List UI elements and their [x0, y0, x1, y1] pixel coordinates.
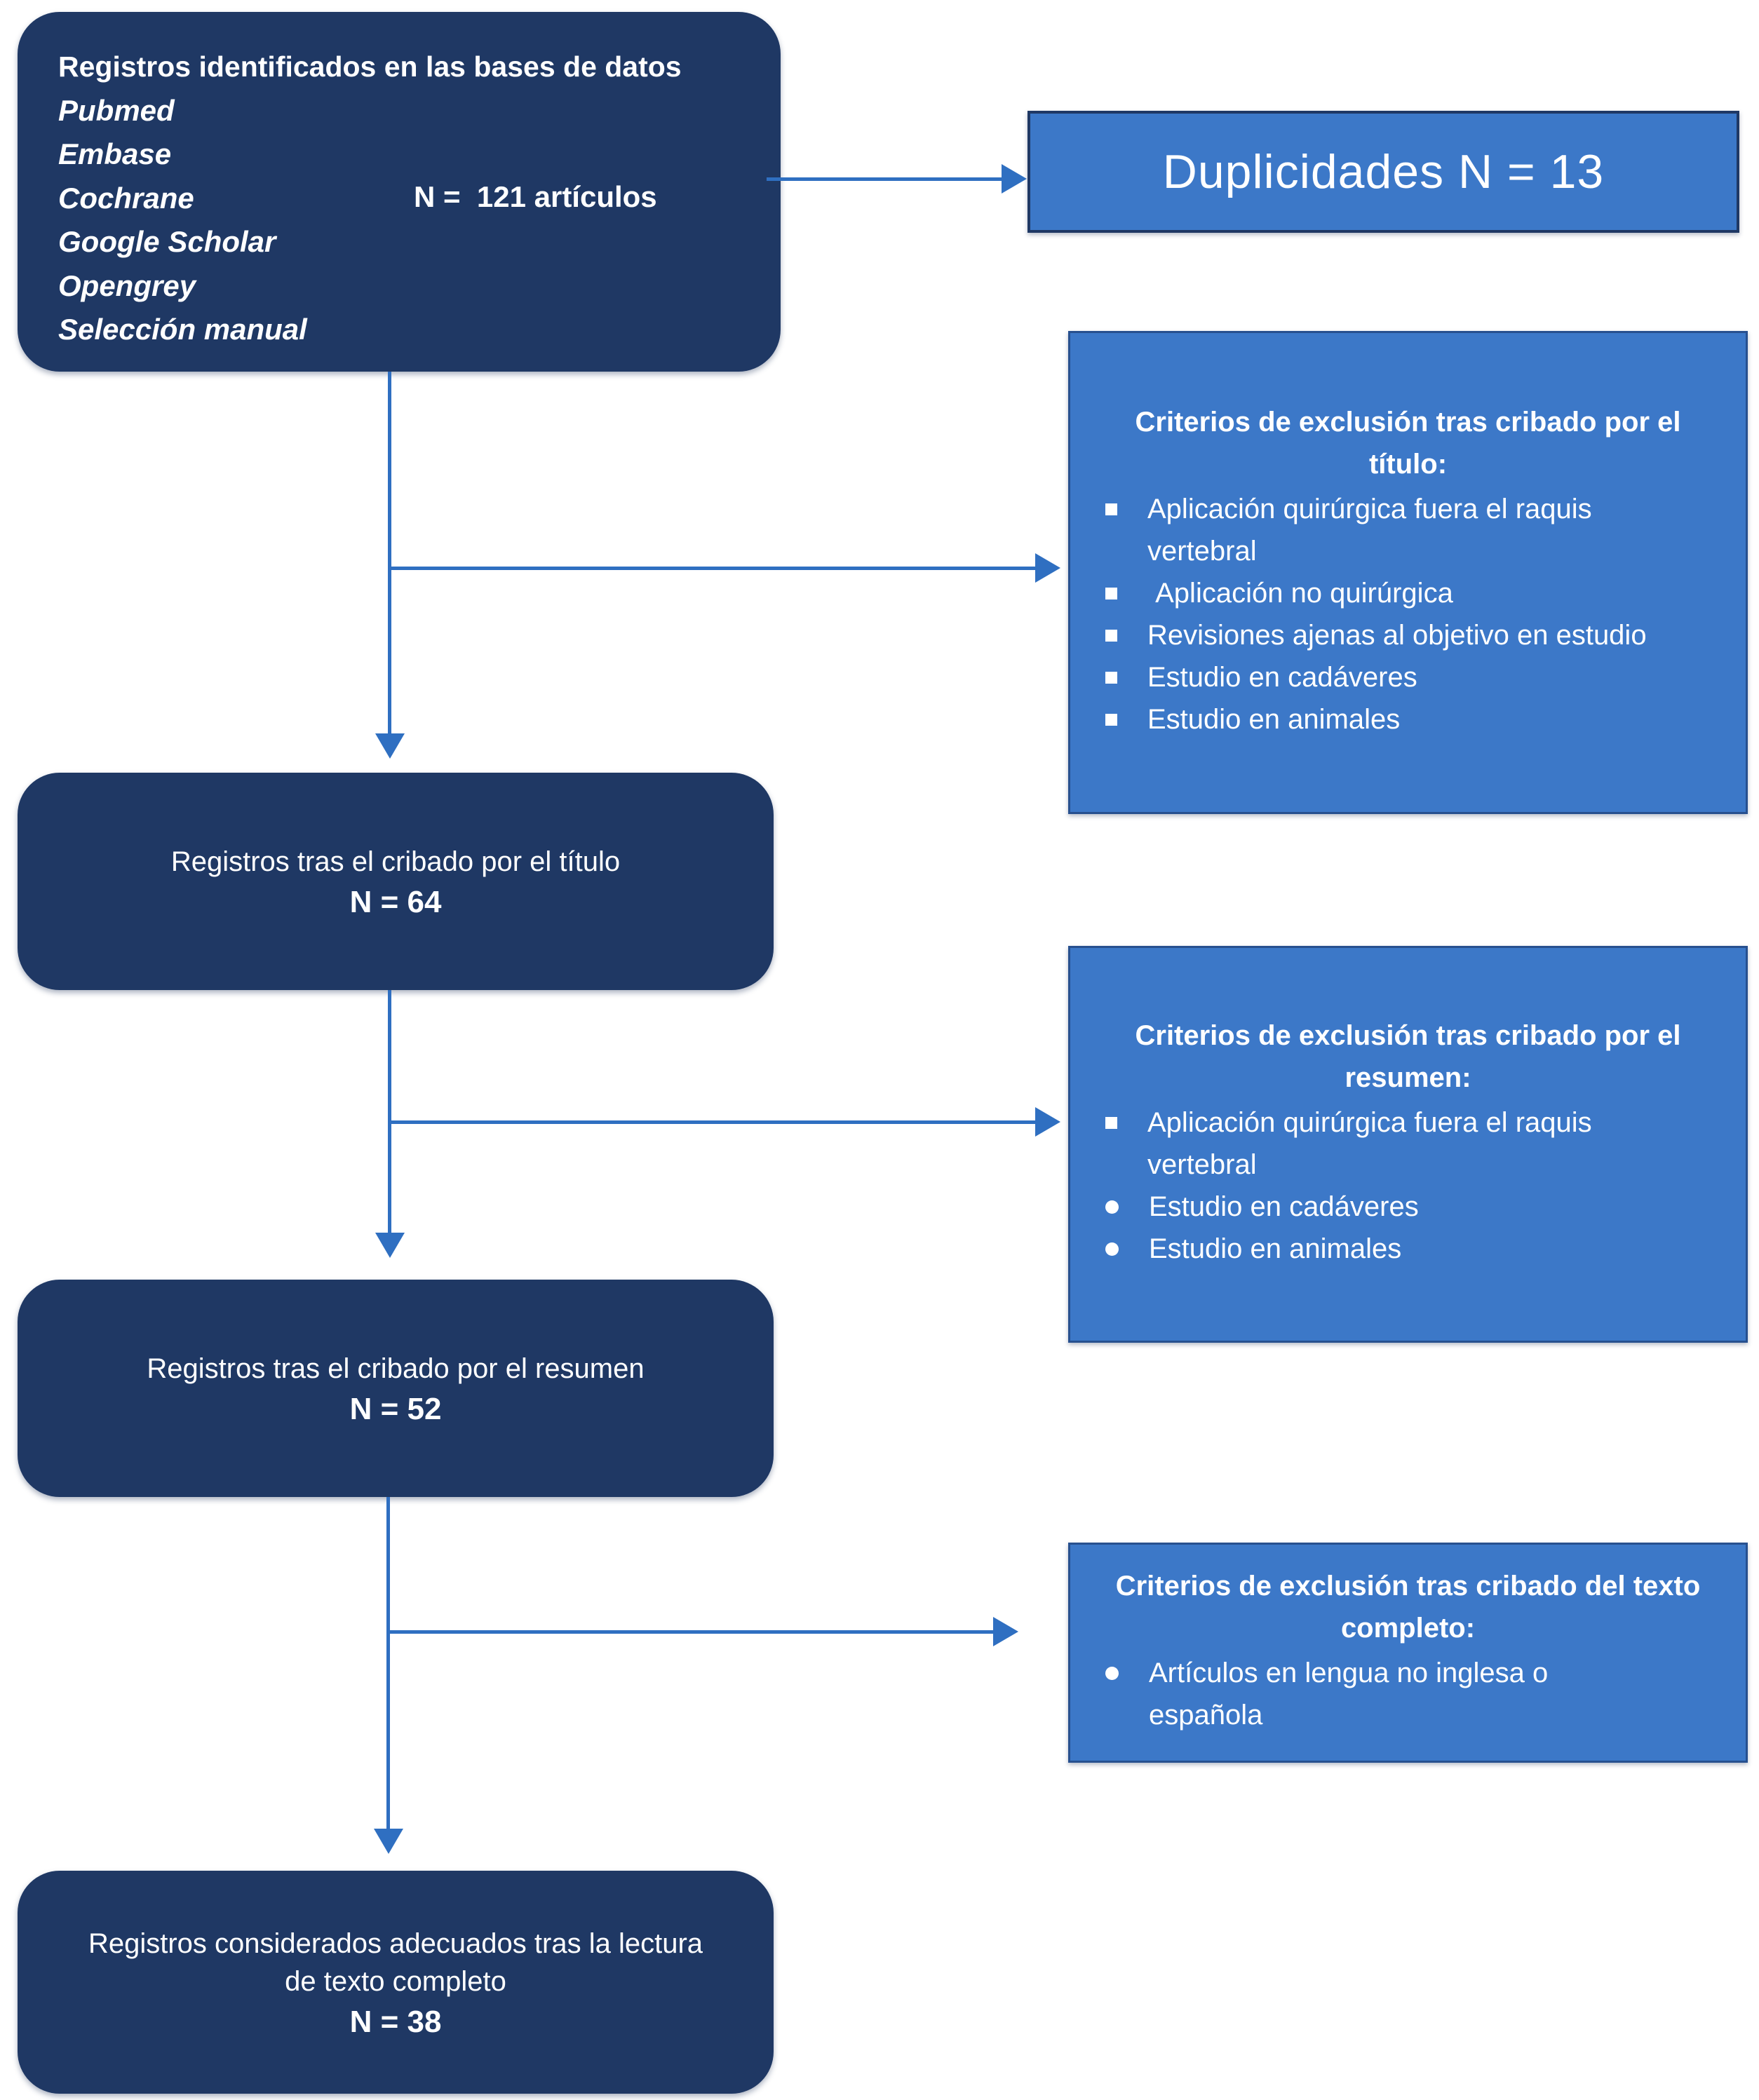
criteria-title-box [1068, 331, 1748, 814]
database-item: Embase [58, 137, 172, 171]
after-abstract-arrowhead-icon [375, 1233, 405, 1258]
connector-criteria-title-line [388, 567, 1037, 570]
criteria-item [1070, 1186, 1746, 1228]
criteria-title-heading: Criterios de exclusión tras cribado por el título: [1135, 406, 1681, 480]
criteria-fulltext-arrowhead-icon [993, 1617, 1018, 1646]
duplicates-box [1027, 111, 1739, 233]
criteria-item-text: Estudio en cadáveres [1147, 661, 1417, 693]
criteria-item [1070, 1228, 1746, 1270]
criteria-item-text: Aplicación quirúrgica fuera el raquis vertebral [1147, 493, 1600, 567]
criteria-abstract-list [1070, 1102, 1746, 1270]
connector-criteria-fulltext-line [388, 1630, 995, 1634]
bullet-square-icon [1105, 630, 1117, 642]
connector-duplicates-line [767, 177, 1006, 181]
database-item: Cochrane [58, 181, 194, 215]
criteria-item [1070, 1652, 1746, 1736]
bullet-round-icon [1105, 1242, 1119, 1256]
criteria-abstract-arrowhead-icon [1035, 1107, 1060, 1137]
criteria-item-text: Estudio en animales [1149, 1233, 1402, 1264]
connector-abstract-vertical-line [388, 990, 391, 1233]
criteria-fulltext-heading: Criterios de exclusión tras cribado del texto completo: [1115, 1571, 1701, 1644]
bullet-square-icon [1105, 503, 1117, 515]
after-title-arrowhead-icon [375, 733, 405, 759]
criteria-item-text: Aplicación quirúrgica fuera el raquis vertebral [1147, 1107, 1600, 1180]
database-item: Opengrey [58, 269, 196, 302]
after-abstract-screening-count: N = 52 [349, 1392, 442, 1426]
identified-records-box [18, 12, 781, 372]
bullet-round-icon [1105, 1200, 1119, 1214]
bullet-square-icon [1105, 714, 1117, 726]
duplicates-label: Duplicidades N = 13 [1162, 145, 1605, 198]
connector-criteria-abstract-line [388, 1120, 1037, 1124]
final-included-count: N = 38 [349, 2005, 442, 2039]
criteria-item [1070, 488, 1746, 572]
database-item: Google Scholar [58, 225, 276, 259]
connector-title-vertical-line [388, 372, 391, 735]
after-title-screening-label: Registros tras el cribado por el título [170, 846, 621, 877]
after-abstract-screening-box [18, 1280, 774, 1497]
bullet-square-icon [1105, 672, 1117, 684]
final-included-box [18, 1871, 774, 2094]
final-included-label: Registros considerados adecuados tras la lectura de texto completo [88, 1928, 703, 1997]
criteria-item [1070, 698, 1746, 740]
final-arrowhead-icon [374, 1829, 403, 1854]
criteria-abstract-heading: Criterios de exclusión tras cribado por el resumen: [1135, 1020, 1681, 1093]
bullet-square-icon [1105, 588, 1117, 599]
identified-records-count: N = 121 artículos [414, 180, 657, 213]
criteria-fulltext-list [1070, 1652, 1746, 1736]
after-title-screening-count: N = 64 [349, 885, 442, 919]
bullet-round-icon [1105, 1667, 1119, 1680]
after-title-screening-box [18, 773, 774, 990]
identified-records-title: Registros identificados en las bases de datos [58, 50, 682, 83]
criteria-title-list [1070, 488, 1746, 740]
criteria-item [1070, 572, 1746, 614]
bullet-square-icon [1105, 1117, 1117, 1129]
criteria-abstract-box [1068, 946, 1748, 1343]
connector-final-vertical-line [386, 1497, 390, 1829]
criteria-item-text: Aplicación no quirúrgica [1147, 577, 1453, 609]
criteria-item [1070, 614, 1746, 656]
criteria-title-arrowhead-icon [1035, 553, 1060, 583]
database-item: Pubmed [58, 93, 175, 127]
criteria-fulltext-box [1068, 1543, 1748, 1763]
duplicates-arrowhead-icon [1002, 164, 1027, 194]
criteria-item-text: Estudio en animales [1147, 703, 1401, 735]
criteria-item-text: Revisiones ajenas al objetivo en estudio [1147, 619, 1647, 651]
criteria-item-text: Estudio en cadáveres [1149, 1191, 1419, 1222]
after-abstract-screening-label: Registros tras el cribado por el resumen [147, 1353, 645, 1384]
database-list [58, 89, 307, 352]
database-item: Selección manual [58, 313, 307, 346]
criteria-item [1070, 656, 1746, 698]
criteria-item-text: Artículos en lengua no inglesa o española [1149, 1658, 1556, 1730]
criteria-item [1070, 1102, 1746, 1186]
